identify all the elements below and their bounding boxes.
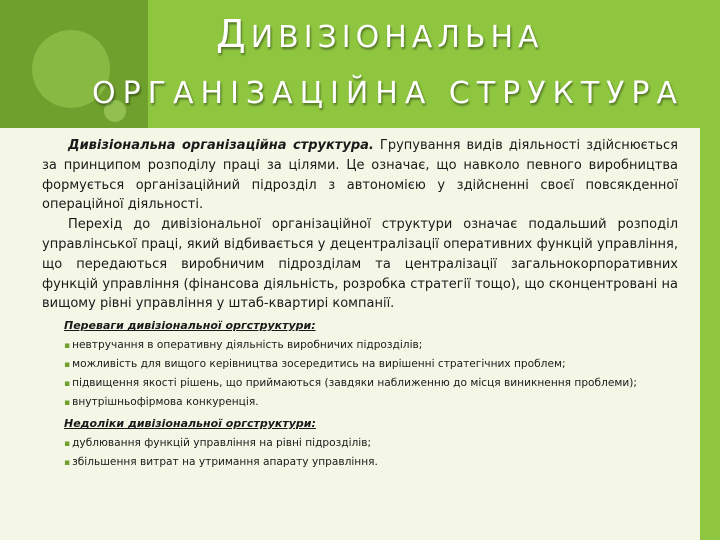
advantage-text: внутрішньофірмова конкуренція.: [72, 396, 259, 409]
list-item: [42, 355, 678, 374]
bullet-icon: ▪: [64, 360, 71, 371]
advantage-text: можливість для вищого керівництва зосередитись на вирішенні стратегічних проблем;: [72, 358, 566, 371]
disadvantage-text: дублювання функцій управління на рівні підрозділів;: [72, 437, 372, 450]
title-initial: Д: [216, 12, 251, 56]
advantages-heading-rest: дивізіональної оргструктури:: [123, 319, 316, 333]
advantage-text: невтручання в оперативну діяльність виробничих підрозділів;: [72, 339, 423, 352]
bullet-icon: ▪: [64, 398, 71, 409]
advantages-heading-underlined: Переваги: [64, 319, 124, 333]
list-item: [42, 336, 678, 355]
list-item: [42, 453, 678, 472]
slide-title: [0, 0, 720, 128]
bullet-icon: ▪: [64, 458, 71, 469]
bullet-icon: ▪: [64, 379, 71, 390]
paragraph-transition: Перехід до дивізіональної організаційної структури означає подальший розподіл управлінської праці, який відбивається у децентралізації оперативних функцій управління, що передаються виробничим підрозділам та централізації загальнокорпоративних функцій управління (фінансова діяльність, розробка стратегії тощо), що сконцентровані на вищому рівні управління у штаб-квартирі компанії.: [42, 217, 678, 312]
disadvantages-heading-underlined: Недоліки: [64, 417, 125, 431]
list-item: [42, 393, 678, 412]
slide-content: [42, 136, 678, 472]
disadvantages-heading-rest: дивізіональної оргструктури:: [124, 417, 316, 431]
bullet-icon: ▪: [64, 341, 71, 352]
disadvantages-heading: [64, 416, 678, 432]
paragraph-definition: [42, 136, 678, 215]
list-item: [42, 374, 678, 393]
title-line-1-rest: ИВІЗІОНАЛЬНА: [250, 20, 544, 55]
disadvantage-text: збільшення витрат на утримання апарату управління.: [72, 456, 378, 469]
title-line-2: ОРГАНІЗАЦІЙНА СТРУКТУРА: [92, 76, 685, 111]
definition-term: Дивізіональна організаційна структура.: [68, 138, 374, 153]
definition-text: Групування видів діяльності здійснюється за принципом розподілу праці за цілями. Це означає, що навколо певного виробництва формується організаційний підрозділ з автономією у здійсненні своєї повсякденної операційної діяльності.: [42, 138, 678, 213]
content-panel: [0, 128, 700, 540]
list-item: [42, 434, 678, 453]
advantages-heading: [64, 318, 678, 334]
title-line-1: [216, 12, 544, 56]
advantage-text: підвищення якості рішень, що приймаються (завдяки наближенню до місця виникнення проблеми);: [72, 377, 637, 390]
bullet-icon: ▪: [64, 439, 71, 450]
